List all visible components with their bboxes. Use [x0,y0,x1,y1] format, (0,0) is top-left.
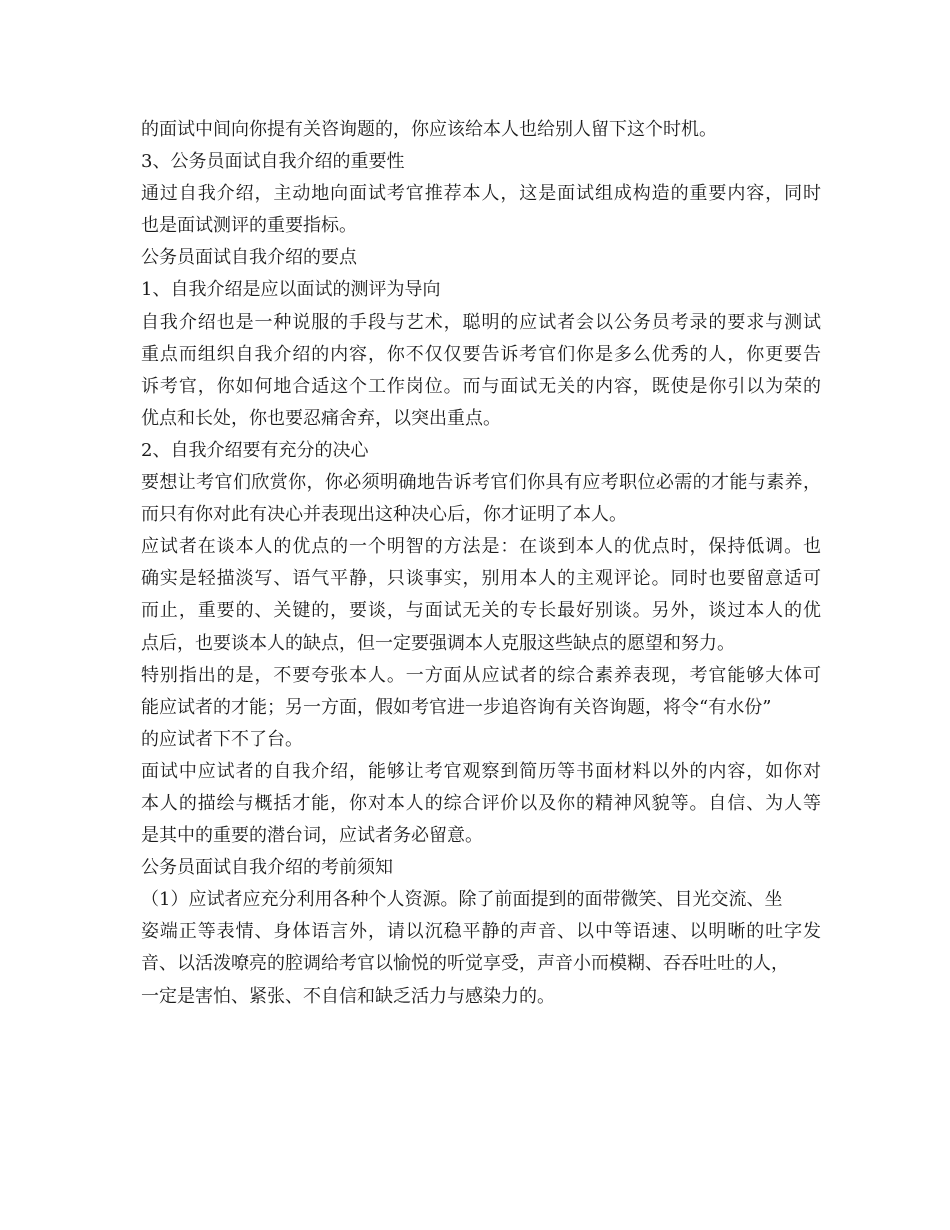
text-line: 诉考官，你如何地合适这个工作岗位。而与面试无关的内容，既使是你引以为荣的 [141,375,821,397]
text-line: 点后，也要谈本人的缺点，但一定要强调本人克服这些缺点的愿望和努力。 [141,632,735,654]
text-line: 通过自我介绍，主动地向面试考官推荐本人，这是面试组成构造的重要内容，同时 [141,183,821,205]
section-heading: 2、自我介绍要有充分的决心 [141,439,369,461]
text-line: 自我介绍也是一种说服的手段与艺术，聪明的应试者会以公务员考录的要求与测试 [141,311,821,333]
text-line: 重点而组织自我介绍的内容，你不仅仅要告诉考官们你是多么优秀的人，你更要告 [141,343,821,365]
text-line: 是其中的重要的潜台词，应试者务必留意。 [141,825,483,847]
text-line: 而只有你对此有决心并表现出这种决心后，你才证明了本人。 [141,504,627,526]
text-line: 姿端正等表情、身体语言外，请以沉稳平静的声音、以中等语速、以明晰的吐字发 [141,921,821,943]
section-heading: 1、自我介绍是应以面试的测评为导向 [141,279,441,301]
document-body [141,114,821,1013]
section-heading: 公务员面试自我介绍的要点 [141,247,357,269]
section-heading: 公务员面试自我介绍的考前须知 [141,857,393,879]
text-line: 优点和长处，你也要忍痛舍弃，以突出重点。 [141,407,501,429]
text-line: 的应试者下不了台。 [141,728,303,750]
text-line: 确实是轻描淡写、语气平静，只谈事实，别用本人的主观评论。同时也要留意适可 [141,568,821,590]
text-line: 而止，重要的、关键的，要谈，与面试无关的专长最好别谈。另外，谈过本人的优 [141,600,821,622]
text-line: （1）应试者应充分利用各种个人资源。除了前面提到的面带微笑、目光交流、坐 [141,889,783,911]
text-line: 特别指出的是，不要夸张本人。一方面从应试者的综合素养表现，考官能够大体可 [141,664,821,686]
text-line: 也是面试测评的重要指标。 [141,215,357,237]
section-heading: 3、公务员面试自我介绍的重要性 [141,151,405,173]
text-line: 面试中应试者的自我介绍，能够让考官观察到简历等书面材料以外的内容，如你对 [141,760,821,782]
text-line: 应试者在谈本人的优点的一个明智的方法是：在谈到本人的优点时，保持低调。也 [141,536,821,558]
text-line: 本人的描绘与概括才能，你对本人的综合评价以及你的精神风貌等。自信、为人等 [141,792,821,814]
text-line: 能应试者的才能；另一方面，假如考官进一步追咨询有关咨询题，将令“有水份” [141,696,772,718]
text-line: 的面试中间向你提有关咨询题的，你应该给本人也给别人留下这个时机。 [141,119,717,140]
text-line: 要想让考官们欣赏你，你必须明确地告诉考官们你具有应考职位必需的才能与素养， [141,472,821,494]
text-line: 音、以活泼嘹亮的腔调给考官以愉悦的听觉享受，声音小而模糊、吞吞吐吐的人， [141,953,789,975]
text-line: 一定是害怕、紧张、不自信和缺乏活力与感染力的。 [141,985,555,1007]
